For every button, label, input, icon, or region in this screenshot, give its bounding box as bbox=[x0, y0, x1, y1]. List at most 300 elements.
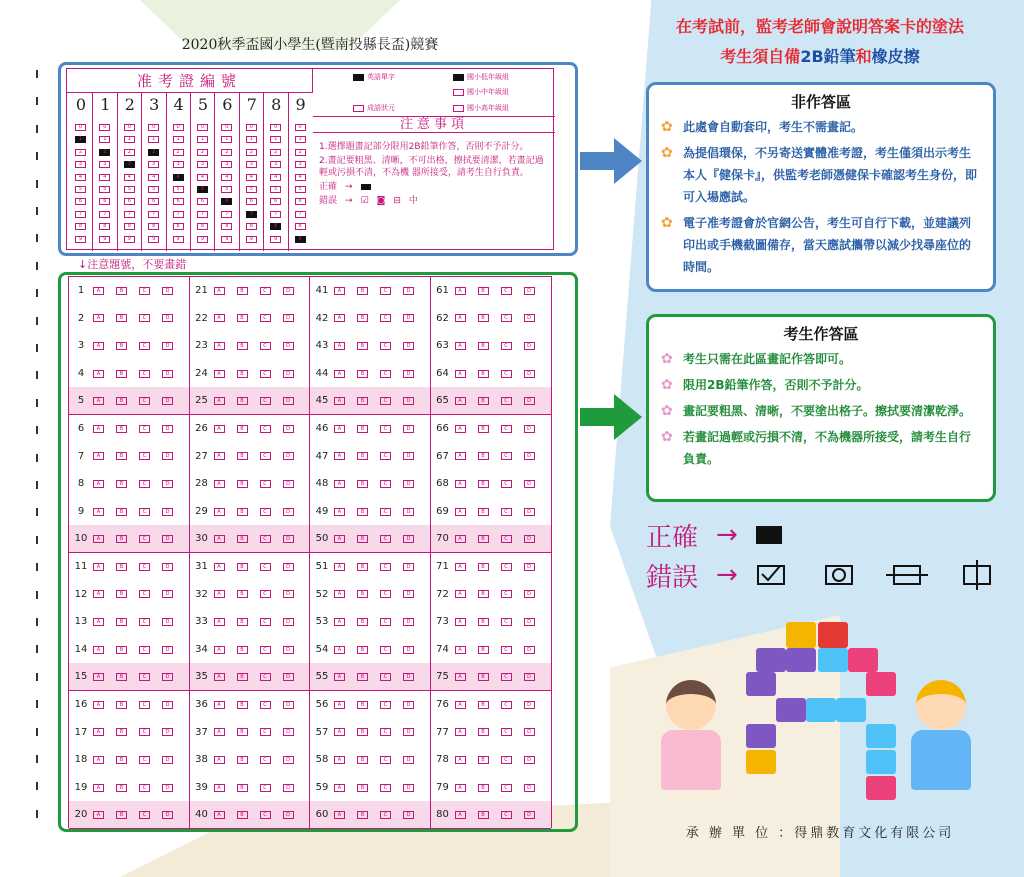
answer-bubble-d[interactable]: D bbox=[403, 452, 414, 460]
answer-bubble-a[interactable]: A bbox=[93, 590, 104, 598]
admission-bubble[interactable]: 3 bbox=[221, 161, 232, 168]
answer-bubble-b[interactable]: B bbox=[478, 508, 489, 516]
answer-bubble-c[interactable]: C bbox=[260, 314, 271, 322]
answer-bubble-d[interactable]: D bbox=[162, 480, 173, 488]
answer-bubble-d[interactable]: D bbox=[162, 287, 173, 295]
answer-bubble-a[interactable]: A bbox=[93, 480, 104, 488]
admission-bubble[interactable]: 9 bbox=[246, 236, 257, 243]
answer-bubble-b[interactable]: B bbox=[237, 701, 248, 709]
answer-bubble-c[interactable]: C bbox=[380, 563, 391, 571]
answer-bubble-a[interactable]: A bbox=[214, 590, 225, 598]
admission-bubble[interactable]: 1 bbox=[75, 136, 86, 143]
admission-bubble[interactable]: 0 bbox=[221, 124, 232, 131]
answer-bubble-d[interactable]: D bbox=[162, 811, 173, 819]
answer-bubble-c[interactable]: C bbox=[380, 811, 391, 819]
admission-bubble[interactable]: 0 bbox=[99, 124, 110, 131]
admission-bubble[interactable]: 8 bbox=[295, 223, 306, 230]
answer-bubble-c[interactable]: C bbox=[139, 535, 150, 543]
answer-bubble-c[interactable]: C bbox=[139, 397, 150, 405]
answer-bubble-d[interactable]: D bbox=[524, 618, 535, 626]
admission-bubble[interactable]: 6 bbox=[221, 198, 232, 205]
answer-bubble-b[interactable]: B bbox=[357, 590, 368, 598]
admission-bubble[interactable]: 2 bbox=[221, 149, 232, 156]
answer-bubble-a[interactable]: A bbox=[455, 342, 466, 350]
answer-bubble-a[interactable]: A bbox=[93, 673, 104, 681]
answer-bubble-a[interactable]: A bbox=[214, 452, 225, 460]
answer-bubble-d[interactable]: D bbox=[403, 784, 414, 792]
admission-bubble[interactable]: 5 bbox=[124, 186, 135, 193]
answer-bubble-d[interactable]: D bbox=[283, 701, 294, 709]
answer-bubble-a[interactable]: A bbox=[455, 701, 466, 709]
answer-bubble-c[interactable]: C bbox=[380, 673, 391, 681]
answer-bubble-a[interactable]: A bbox=[93, 646, 104, 654]
answer-bubble-c[interactable]: C bbox=[139, 590, 150, 598]
answer-bubble-d[interactable]: D bbox=[403, 535, 414, 543]
answer-bubble-c[interactable]: C bbox=[380, 618, 391, 626]
answer-bubble-b[interactable]: B bbox=[237, 480, 248, 488]
answer-bubble-c[interactable]: C bbox=[260, 673, 271, 681]
answer-bubble-a[interactable]: A bbox=[455, 287, 466, 295]
answer-bubble-a[interactable]: A bbox=[93, 452, 104, 460]
admission-bubble[interactable]: 7 bbox=[99, 211, 110, 218]
answer-bubble-d[interactable]: D bbox=[283, 784, 294, 792]
answer-bubble-b[interactable]: B bbox=[357, 563, 368, 571]
answer-bubble-c[interactable]: C bbox=[380, 784, 391, 792]
admission-bubble[interactable]: 0 bbox=[173, 124, 184, 131]
answer-bubble-c[interactable]: C bbox=[260, 646, 271, 654]
admission-bubble[interactable]: 3 bbox=[148, 161, 159, 168]
answer-bubble-d[interactable]: D bbox=[162, 701, 173, 709]
admission-bubble[interactable]: 8 bbox=[221, 223, 232, 230]
answer-bubble-b[interactable]: B bbox=[237, 535, 248, 543]
answer-bubble-d[interactable]: D bbox=[524, 287, 535, 295]
answer-bubble-b[interactable]: B bbox=[237, 618, 248, 626]
answer-bubble-b[interactable]: B bbox=[116, 673, 127, 681]
answer-bubble-d[interactable]: D bbox=[162, 756, 173, 764]
admission-bubble[interactable]: 1 bbox=[270, 136, 281, 143]
answer-bubble-d[interactable]: D bbox=[162, 452, 173, 460]
answer-bubble-c[interactable]: C bbox=[380, 756, 391, 764]
answer-bubble-a[interactable]: A bbox=[455, 673, 466, 681]
answer-bubble-a[interactable]: A bbox=[214, 563, 225, 571]
admission-bubble[interactable]: 3 bbox=[124, 161, 135, 168]
answer-bubble-a[interactable]: A bbox=[214, 370, 225, 378]
answer-bubble-a[interactable]: A bbox=[334, 563, 345, 571]
answer-bubble-c[interactable]: C bbox=[501, 646, 512, 654]
answer-bubble-c[interactable]: C bbox=[501, 508, 512, 516]
answer-bubble-a[interactable]: A bbox=[334, 287, 345, 295]
answer-bubble-d[interactable]: D bbox=[162, 563, 173, 571]
admission-bubble[interactable]: 4 bbox=[124, 174, 135, 181]
answer-bubble-d[interactable]: D bbox=[524, 756, 535, 764]
admission-bubble[interactable]: 1 bbox=[148, 136, 159, 143]
answer-bubble-b[interactable]: B bbox=[357, 452, 368, 460]
answer-bubble-c[interactable]: C bbox=[139, 287, 150, 295]
answer-bubble-c[interactable]: C bbox=[501, 535, 512, 543]
answer-bubble-a[interactable]: A bbox=[93, 728, 104, 736]
answer-bubble-a[interactable]: A bbox=[93, 342, 104, 350]
answer-bubble-d[interactable]: D bbox=[283, 508, 294, 516]
admission-bubble[interactable]: 9 bbox=[99, 236, 110, 243]
admission-bubble[interactable]: 6 bbox=[295, 198, 306, 205]
admission-bubble[interactable]: 5 bbox=[75, 186, 86, 193]
answer-bubble-c[interactable]: C bbox=[380, 370, 391, 378]
answer-bubble-c[interactable]: C bbox=[380, 480, 391, 488]
admission-bubble[interactable]: 7 bbox=[197, 211, 208, 218]
answer-bubble-d[interactable]: D bbox=[283, 646, 294, 654]
answer-bubble-d[interactable]: D bbox=[524, 784, 535, 792]
answer-bubble-d[interactable]: D bbox=[403, 314, 414, 322]
answer-bubble-c[interactable]: C bbox=[501, 728, 512, 736]
answer-bubble-a[interactable]: A bbox=[93, 563, 104, 571]
answer-bubble-b[interactable]: B bbox=[357, 701, 368, 709]
answer-bubble-a[interactable]: A bbox=[93, 701, 104, 709]
answer-bubble-d[interactable]: D bbox=[403, 287, 414, 295]
admission-bubble[interactable]: 0 bbox=[124, 124, 135, 131]
admission-bubble[interactable]: 7 bbox=[148, 211, 159, 218]
answer-bubble-a[interactable]: A bbox=[455, 563, 466, 571]
answer-bubble-c[interactable]: C bbox=[260, 425, 271, 433]
answer-bubble-b[interactable]: B bbox=[116, 728, 127, 736]
answer-bubble-b[interactable]: B bbox=[237, 590, 248, 598]
answer-bubble-b[interactable]: B bbox=[237, 314, 248, 322]
answer-bubble-c[interactable]: C bbox=[501, 425, 512, 433]
answer-bubble-a[interactable]: A bbox=[334, 811, 345, 819]
answer-bubble-a[interactable]: A bbox=[334, 314, 345, 322]
answer-bubble-b[interactable]: B bbox=[357, 784, 368, 792]
answer-bubble-d[interactable]: D bbox=[524, 563, 535, 571]
answer-bubble-b[interactable]: B bbox=[237, 756, 248, 764]
admission-bubble[interactable]: 6 bbox=[246, 198, 257, 205]
answer-bubble-d[interactable]: D bbox=[403, 342, 414, 350]
answer-bubble-c[interactable]: C bbox=[501, 314, 512, 322]
answer-bubble-b[interactable]: B bbox=[116, 646, 127, 654]
admission-bubble[interactable]: 8 bbox=[270, 223, 281, 230]
admission-bubble[interactable]: 4 bbox=[173, 174, 184, 181]
answer-bubble-b[interactable]: B bbox=[357, 811, 368, 819]
answer-bubble-c[interactable]: C bbox=[501, 480, 512, 488]
answer-bubble-c[interactable]: C bbox=[260, 535, 271, 543]
admission-bubble[interactable]: 1 bbox=[246, 136, 257, 143]
answer-bubble-d[interactable]: D bbox=[403, 701, 414, 709]
answer-bubble-b[interactable]: B bbox=[478, 701, 489, 709]
answer-bubble-d[interactable]: D bbox=[162, 673, 173, 681]
answer-bubble-d[interactable]: D bbox=[162, 508, 173, 516]
group-checkbox[interactable] bbox=[353, 105, 364, 112]
answer-bubble-a[interactable]: A bbox=[93, 756, 104, 764]
answer-bubble-b[interactable]: B bbox=[478, 673, 489, 681]
answer-bubble-b[interactable]: B bbox=[116, 452, 127, 460]
answer-bubble-d[interactable]: D bbox=[162, 535, 173, 543]
answer-bubble-b[interactable]: B bbox=[478, 811, 489, 819]
admission-bubble[interactable]: 5 bbox=[173, 186, 184, 193]
answer-bubble-a[interactable]: A bbox=[334, 508, 345, 516]
admission-bubble[interactable]: 8 bbox=[75, 223, 86, 230]
admission-bubble[interactable]: 6 bbox=[197, 198, 208, 205]
answer-bubble-d[interactable]: D bbox=[524, 425, 535, 433]
answer-bubble-a[interactable]: A bbox=[334, 701, 345, 709]
admission-bubble[interactable]: 2 bbox=[246, 149, 257, 156]
answer-bubble-d[interactable]: D bbox=[403, 508, 414, 516]
admission-bubble[interactable]: 1 bbox=[173, 136, 184, 143]
answer-bubble-c[interactable]: C bbox=[260, 370, 271, 378]
admission-bubble[interactable]: 0 bbox=[270, 124, 281, 131]
answer-bubble-a[interactable]: A bbox=[93, 784, 104, 792]
answer-bubble-b[interactable]: B bbox=[478, 397, 489, 405]
admission-bubble[interactable]: 1 bbox=[221, 136, 232, 143]
answer-bubble-b[interactable]: B bbox=[237, 673, 248, 681]
answer-bubble-d[interactable]: D bbox=[162, 314, 173, 322]
answer-bubble-a[interactable]: A bbox=[455, 508, 466, 516]
answer-bubble-c[interactable]: C bbox=[501, 701, 512, 709]
answer-bubble-d[interactable]: D bbox=[524, 452, 535, 460]
group-checkbox[interactable] bbox=[453, 89, 464, 96]
answer-bubble-a[interactable]: A bbox=[455, 784, 466, 792]
answer-bubble-c[interactable]: C bbox=[501, 563, 512, 571]
answer-bubble-c[interactable]: C bbox=[501, 452, 512, 460]
answer-bubble-a[interactable]: A bbox=[214, 728, 225, 736]
admission-bubble[interactable]: 3 bbox=[270, 161, 281, 168]
answer-bubble-c[interactable]: C bbox=[380, 314, 391, 322]
answer-bubble-a[interactable]: A bbox=[214, 314, 225, 322]
admission-bubble[interactable]: 2 bbox=[295, 149, 306, 156]
answer-bubble-c[interactable]: C bbox=[501, 784, 512, 792]
answer-bubble-c[interactable]: C bbox=[139, 314, 150, 322]
answer-bubble-a[interactable]: A bbox=[93, 425, 104, 433]
answer-bubble-b[interactable]: B bbox=[357, 508, 368, 516]
answer-bubble-c[interactable]: C bbox=[380, 728, 391, 736]
answer-bubble-b[interactable]: B bbox=[357, 673, 368, 681]
answer-bubble-b[interactable]: B bbox=[116, 811, 127, 819]
answer-bubble-a[interactable]: A bbox=[455, 756, 466, 764]
answer-bubble-c[interactable]: C bbox=[501, 287, 512, 295]
answer-bubble-a[interactable]: A bbox=[214, 397, 225, 405]
answer-bubble-b[interactable]: B bbox=[478, 756, 489, 764]
group-option[interactable] bbox=[453, 87, 509, 97]
answer-bubble-c[interactable]: C bbox=[139, 618, 150, 626]
answer-bubble-d[interactable]: D bbox=[524, 673, 535, 681]
answer-bubble-c[interactable]: C bbox=[260, 508, 271, 516]
admission-bubble[interactable]: 7 bbox=[75, 211, 86, 218]
answer-bubble-c[interactable]: C bbox=[260, 701, 271, 709]
group-option[interactable] bbox=[353, 72, 395, 82]
admission-bubble[interactable]: 5 bbox=[270, 186, 281, 193]
answer-bubble-d[interactable]: D bbox=[283, 480, 294, 488]
answer-bubble-d[interactable]: D bbox=[403, 563, 414, 571]
answer-bubble-c[interactable]: C bbox=[501, 370, 512, 378]
admission-bubble[interactable]: 6 bbox=[148, 198, 159, 205]
answer-bubble-b[interactable]: B bbox=[478, 480, 489, 488]
answer-bubble-d[interactable]: D bbox=[403, 397, 414, 405]
answer-bubble-b[interactable]: B bbox=[237, 728, 248, 736]
answer-bubble-b[interactable]: B bbox=[237, 342, 248, 350]
answer-bubble-a[interactable]: A bbox=[214, 618, 225, 626]
answer-bubble-d[interactable]: D bbox=[524, 701, 535, 709]
answer-bubble-c[interactable]: C bbox=[501, 673, 512, 681]
admission-bubble[interactable]: 8 bbox=[148, 223, 159, 230]
answer-bubble-a[interactable]: A bbox=[214, 811, 225, 819]
answer-bubble-b[interactable]: B bbox=[237, 811, 248, 819]
answer-bubble-c[interactable]: C bbox=[260, 590, 271, 598]
answer-bubble-b[interactable]: B bbox=[116, 590, 127, 598]
answer-bubble-d[interactable]: D bbox=[283, 425, 294, 433]
answer-bubble-b[interactable]: B bbox=[237, 508, 248, 516]
admission-bubble[interactable]: 9 bbox=[270, 236, 281, 243]
admission-bubble[interactable]: 9 bbox=[124, 236, 135, 243]
answer-bubble-a[interactable]: A bbox=[214, 535, 225, 543]
answer-bubble-d[interactable]: D bbox=[403, 811, 414, 819]
answer-bubble-c[interactable]: C bbox=[501, 342, 512, 350]
answer-bubble-c[interactable]: C bbox=[139, 701, 150, 709]
answer-bubble-d[interactable]: D bbox=[524, 811, 535, 819]
answer-bubble-a[interactable]: A bbox=[93, 535, 104, 543]
answer-bubble-b[interactable]: B bbox=[116, 784, 127, 792]
answer-bubble-a[interactable]: A bbox=[455, 728, 466, 736]
answer-bubble-a[interactable]: A bbox=[455, 425, 466, 433]
answer-bubble-c[interactable]: C bbox=[139, 342, 150, 350]
answer-bubble-b[interactable]: B bbox=[478, 563, 489, 571]
answer-bubble-a[interactable]: A bbox=[334, 728, 345, 736]
answer-bubble-a[interactable]: A bbox=[455, 397, 466, 405]
answer-bubble-d[interactable]: D bbox=[283, 563, 294, 571]
answer-bubble-d[interactable]: D bbox=[403, 425, 414, 433]
answer-bubble-d[interactable]: D bbox=[283, 370, 294, 378]
answer-bubble-d[interactable]: D bbox=[403, 618, 414, 626]
answer-bubble-a[interactable]: A bbox=[334, 452, 345, 460]
admission-bubble[interactable]: 0 bbox=[75, 124, 86, 131]
answer-bubble-b[interactable]: B bbox=[237, 397, 248, 405]
answer-bubble-d[interactable]: D bbox=[283, 618, 294, 626]
admission-bubble[interactable]: 1 bbox=[295, 136, 306, 143]
admission-bubble[interactable]: 4 bbox=[246, 174, 257, 181]
answer-bubble-a[interactable]: A bbox=[334, 784, 345, 792]
answer-bubble-d[interactable]: D bbox=[283, 728, 294, 736]
answer-bubble-c[interactable]: C bbox=[380, 397, 391, 405]
answer-bubble-b[interactable]: B bbox=[478, 425, 489, 433]
answer-bubble-d[interactable]: D bbox=[403, 756, 414, 764]
answer-bubble-d[interactable]: D bbox=[403, 370, 414, 378]
admission-bubble[interactable]: 3 bbox=[173, 161, 184, 168]
group-option[interactable] bbox=[453, 103, 509, 113]
answer-bubble-d[interactable]: D bbox=[162, 397, 173, 405]
answer-bubble-b[interactable]: B bbox=[478, 784, 489, 792]
admission-bubble[interactable]: 9 bbox=[148, 236, 159, 243]
answer-bubble-d[interactable]: D bbox=[283, 756, 294, 764]
answer-bubble-b[interactable]: B bbox=[357, 728, 368, 736]
admission-bubble[interactable]: 6 bbox=[173, 198, 184, 205]
answer-bubble-c[interactable]: C bbox=[260, 287, 271, 295]
admission-bubble[interactable]: 5 bbox=[295, 186, 306, 193]
admission-bubble[interactable]: 0 bbox=[295, 124, 306, 131]
answer-bubble-b[interactable]: B bbox=[357, 756, 368, 764]
admission-bubble[interactable]: 0 bbox=[148, 124, 159, 131]
answer-bubble-a[interactable]: A bbox=[334, 673, 345, 681]
answer-bubble-b[interactable]: B bbox=[357, 370, 368, 378]
admission-bubble[interactable]: 9 bbox=[221, 236, 232, 243]
answer-bubble-b[interactable]: B bbox=[116, 508, 127, 516]
answer-bubble-c[interactable]: C bbox=[380, 701, 391, 709]
admission-bubble[interactable]: 4 bbox=[221, 174, 232, 181]
admission-bubble[interactable]: 8 bbox=[173, 223, 184, 230]
answer-bubble-a[interactable]: A bbox=[334, 425, 345, 433]
answer-bubble-c[interactable]: C bbox=[501, 590, 512, 598]
answer-bubble-a[interactable]: A bbox=[334, 342, 345, 350]
answer-bubble-c[interactable]: C bbox=[380, 535, 391, 543]
answer-bubble-b[interactable]: B bbox=[478, 314, 489, 322]
answer-bubble-a[interactable]: A bbox=[455, 314, 466, 322]
answer-bubble-b[interactable]: B bbox=[237, 646, 248, 654]
answer-bubble-d[interactable]: D bbox=[403, 673, 414, 681]
admission-bubble[interactable]: 4 bbox=[197, 174, 208, 181]
answer-bubble-b[interactable]: B bbox=[357, 314, 368, 322]
admission-bubble[interactable]: 7 bbox=[124, 211, 135, 218]
answer-bubble-b[interactable]: B bbox=[478, 452, 489, 460]
answer-bubble-c[interactable]: C bbox=[501, 618, 512, 626]
admission-bubble[interactable]: 3 bbox=[295, 161, 306, 168]
answer-bubble-d[interactable]: D bbox=[524, 728, 535, 736]
answer-bubble-c[interactable]: C bbox=[139, 452, 150, 460]
admission-bubble[interactable]: 8 bbox=[197, 223, 208, 230]
answer-bubble-c[interactable]: C bbox=[501, 756, 512, 764]
answer-bubble-a[interactable]: A bbox=[455, 370, 466, 378]
answer-bubble-b[interactable]: B bbox=[116, 701, 127, 709]
answer-bubble-b[interactable]: B bbox=[116, 480, 127, 488]
admission-bubble[interactable]: 6 bbox=[99, 198, 110, 205]
answer-bubble-a[interactable]: A bbox=[93, 508, 104, 516]
admission-bubble[interactable]: 7 bbox=[173, 211, 184, 218]
answer-bubble-c[interactable]: C bbox=[139, 480, 150, 488]
answer-bubble-d[interactable]: D bbox=[283, 590, 294, 598]
answer-bubble-a[interactable]: A bbox=[334, 590, 345, 598]
answer-bubble-d[interactable]: D bbox=[524, 590, 535, 598]
answer-bubble-c[interactable]: C bbox=[380, 425, 391, 433]
admission-bubble[interactable]: 3 bbox=[246, 161, 257, 168]
admission-bubble[interactable]: 3 bbox=[99, 161, 110, 168]
group-option[interactable] bbox=[453, 72, 509, 82]
answer-bubble-a[interactable]: A bbox=[455, 535, 466, 543]
answer-bubble-d[interactable]: D bbox=[283, 287, 294, 295]
answer-bubble-c[interactable]: C bbox=[260, 728, 271, 736]
answer-bubble-a[interactable]: A bbox=[334, 756, 345, 764]
answer-bubble-a[interactable]: A bbox=[455, 590, 466, 598]
answer-bubble-b[interactable]: B bbox=[357, 646, 368, 654]
answer-bubble-d[interactable]: D bbox=[283, 342, 294, 350]
answer-bubble-c[interactable]: C bbox=[139, 563, 150, 571]
answer-bubble-d[interactable]: D bbox=[524, 480, 535, 488]
answer-bubble-d[interactable]: D bbox=[162, 646, 173, 654]
admission-bubble[interactable]: 8 bbox=[99, 223, 110, 230]
admission-bubble[interactable]: 2 bbox=[148, 149, 159, 156]
answer-bubble-d[interactable]: D bbox=[162, 342, 173, 350]
group-checkbox[interactable] bbox=[453, 74, 464, 81]
admission-bubble[interactable]: 4 bbox=[75, 174, 86, 181]
answer-bubble-b[interactable]: B bbox=[116, 425, 127, 433]
answer-bubble-b[interactable]: B bbox=[116, 342, 127, 350]
answer-bubble-b[interactable]: B bbox=[357, 287, 368, 295]
answer-bubble-d[interactable]: D bbox=[283, 397, 294, 405]
answer-bubble-d[interactable]: D bbox=[403, 480, 414, 488]
admission-bubble[interactable]: 2 bbox=[197, 149, 208, 156]
answer-bubble-c[interactable]: C bbox=[139, 784, 150, 792]
answer-bubble-b[interactable]: B bbox=[116, 618, 127, 626]
admission-bubble[interactable]: 8 bbox=[124, 223, 135, 230]
admission-bubble[interactable]: 3 bbox=[75, 161, 86, 168]
answer-bubble-c[interactable]: C bbox=[501, 811, 512, 819]
admission-bubble[interactable]: 5 bbox=[148, 186, 159, 193]
answer-bubble-a[interactable]: A bbox=[214, 508, 225, 516]
admission-bubble[interactable]: 9 bbox=[295, 236, 306, 243]
answer-bubble-c[interactable]: C bbox=[139, 425, 150, 433]
